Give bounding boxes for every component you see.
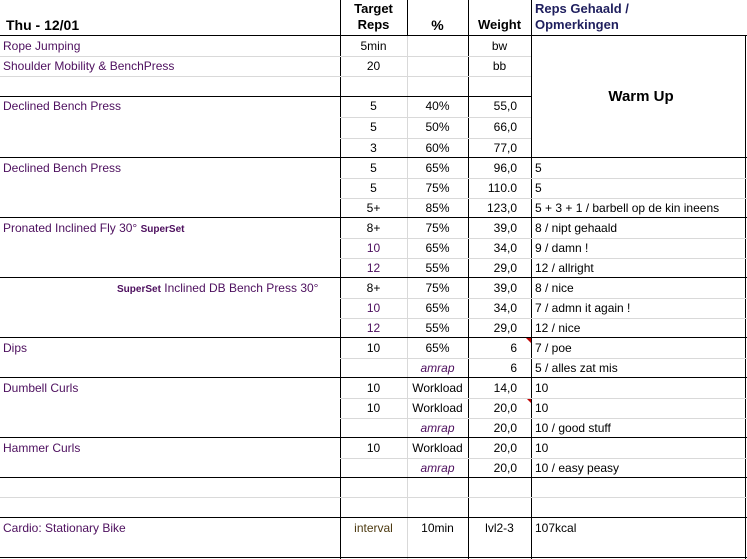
row-divider [0, 557, 747, 558]
pct-cell: 50% [425, 120, 450, 134]
weight-cell: 29,0 [493, 321, 517, 335]
weight-cell: 20,0 [493, 401, 517, 415]
note-cell: 8 / nipt gehaald [535, 221, 618, 235]
row-divider [0, 277, 747, 278]
grid-line [340, 458, 747, 459]
pct-cell: 65% [425, 301, 450, 315]
note-cell: 5 + 3 + 1 / barbell op de kin ineens [535, 201, 720, 215]
column-divider [531, 0, 532, 559]
header-weight: Weight [477, 17, 522, 32]
weight-cell: 39,0 [493, 221, 517, 235]
pct-cell: 60% [425, 141, 450, 155]
reps-cell: 5 [370, 99, 377, 113]
exercise-name: Pronated Inclined Fly 30° [3, 221, 138, 235]
pct-cell: amrap [420, 461, 455, 475]
grid-line [340, 318, 747, 319]
reps-cell: 10 [366, 381, 381, 395]
exercise-label: Dips [3, 341, 28, 355]
note-cell: 10 / good stuff [535, 421, 611, 435]
pct-cell: 40% [425, 99, 450, 113]
reps-cell: 12 [366, 321, 381, 335]
note-cell: 5 [535, 161, 542, 175]
weight-cell: bb [492, 59, 507, 73]
column-divider [407, 0, 408, 36]
exercise-label: Dumbell Curls [3, 381, 79, 395]
weight-cell: 20,0 [493, 421, 517, 435]
weight-cell: 20,0 [493, 461, 517, 475]
reps-cell: 12 [366, 261, 381, 275]
pct-cell: 65% [425, 241, 450, 255]
column-divider [340, 0, 341, 559]
weight-cell: 96,0 [493, 161, 517, 175]
reps-cell: 10 [366, 441, 381, 455]
weight-cell: 29,0 [493, 261, 517, 275]
grid-line [340, 178, 747, 179]
note-cell: 7 / poe [535, 341, 572, 355]
weight-cell: bw [491, 39, 508, 53]
weight-cell: 77,0 [493, 141, 517, 155]
grid-line [340, 258, 747, 259]
grid-line [340, 418, 747, 419]
reps-cell: 8+ [366, 221, 381, 235]
note-cell: 12 / nice [535, 321, 581, 335]
row-divider [0, 35, 747, 36]
pct-cell: 55% [425, 321, 450, 335]
reps-cell: 5+ [366, 201, 381, 215]
reps-cell: interval [354, 521, 393, 535]
row-divider [0, 96, 531, 97]
exercise-label: Hammer Curls [3, 441, 81, 455]
row-divider [0, 517, 747, 518]
warmup-label: Warm Up [608, 88, 674, 105]
note-cell: 10 [535, 401, 549, 415]
reps-cell: 10 [366, 401, 381, 415]
superset-tag: SuperSet [117, 284, 161, 295]
row-divider [0, 437, 747, 438]
row-divider [0, 477, 747, 478]
weight-cell: 6 [510, 361, 517, 375]
pct-cell: 10min [421, 521, 454, 535]
grid-line [340, 117, 531, 118]
pct-cell: 75% [425, 221, 450, 235]
weight-cell: 6 [510, 341, 517, 355]
exercise-name: Inclined DB Bench Press 30° [164, 281, 319, 295]
note-cell: 10 / easy peasy [535, 461, 620, 475]
weight-cell: 39,0 [493, 281, 517, 295]
exercise-label: Cardio: Stationary Bike [3, 521, 126, 535]
grid-line [340, 198, 747, 199]
grid-line [340, 298, 747, 299]
weight-cell: 110.0 [487, 181, 517, 195]
weight-cell: 55,0 [493, 99, 517, 113]
weight-cell: 34,0 [493, 301, 517, 315]
pct-cell: 75% [425, 281, 450, 295]
exercise-label: Rope Jumping [3, 39, 81, 53]
grid-line [0, 497, 747, 498]
note-cell: 8 / nice [535, 281, 574, 295]
row-divider [0, 377, 747, 378]
exercise-label [3, 219, 184, 239]
row-divider [0, 157, 747, 158]
note-cell: 10 [535, 381, 549, 395]
pct-cell: 65% [425, 341, 450, 355]
column-divider [468, 0, 469, 559]
weight-cell: 66,0 [493, 120, 517, 134]
reps-cell: 3 [370, 141, 377, 155]
pct-cell: amrap [420, 421, 455, 435]
weight-cell: 14,0 [493, 381, 517, 395]
reps-cell: 5min [360, 39, 387, 53]
note-cell: 12 / allright [535, 261, 594, 275]
note-cell: 7 / admn it again ! [535, 301, 631, 315]
pct-cell: Workload [412, 441, 463, 455]
reps-cell: 8+ [366, 281, 381, 295]
weight-cell: 20,0 [493, 441, 517, 455]
pct-cell: 75% [425, 181, 450, 195]
weight-cell: lvl2-3 [485, 521, 514, 535]
reps-cell: 10 [366, 241, 381, 255]
reps-cell: 10 [366, 341, 381, 355]
row-divider [0, 217, 747, 218]
header-target-reps-2: Reps [357, 17, 390, 32]
grid-line [340, 138, 531, 139]
pct-cell: Workload [412, 381, 463, 395]
grid-line [0, 56, 531, 57]
note-cell: 5 / alles zat mis [535, 361, 618, 375]
exercise-label: Declined Bench Press [3, 99, 122, 113]
reps-cell: 5 [370, 120, 377, 134]
exercise-label [117, 279, 318, 299]
note-cell: 9 / damn ! [535, 241, 589, 255]
pct-cell: Workload [412, 401, 463, 415]
superset-tag: SuperSet [140, 224, 185, 235]
day-title: Thu - 12/01 [6, 17, 80, 33]
grid-line [340, 398, 747, 399]
grid-line [340, 238, 747, 239]
header-reps-gehaald-1: Reps Gehaald / [535, 1, 629, 16]
header-percent: % [431, 17, 444, 33]
note-cell: 5 [535, 181, 542, 195]
exercise-label: Declined Bench Press [3, 161, 122, 175]
note-cell: 107kcal [535, 521, 577, 535]
grid-line [0, 76, 531, 77]
grid-line [340, 358, 747, 359]
note-cell: 10 [535, 441, 549, 455]
pct-cell: 65% [425, 161, 450, 175]
header-target-reps-1: Target [354, 1, 393, 16]
reps-cell: 5 [370, 161, 377, 175]
weight-cell: 123,0 [486, 201, 517, 215]
pct-cell: 55% [425, 261, 450, 275]
exercise-label: Shoulder Mobility & BenchPress [3, 59, 175, 73]
reps-cell: 10 [366, 301, 381, 315]
pct-cell: 85% [425, 201, 450, 215]
weight-cell: 34,0 [493, 241, 517, 255]
reps-cell: 5 [370, 181, 377, 195]
reps-cell: 20 [366, 59, 381, 73]
header-reps-gehaald-2: Opmerkingen [535, 17, 619, 32]
row-divider [0, 337, 747, 338]
pct-cell: amrap [420, 361, 455, 375]
